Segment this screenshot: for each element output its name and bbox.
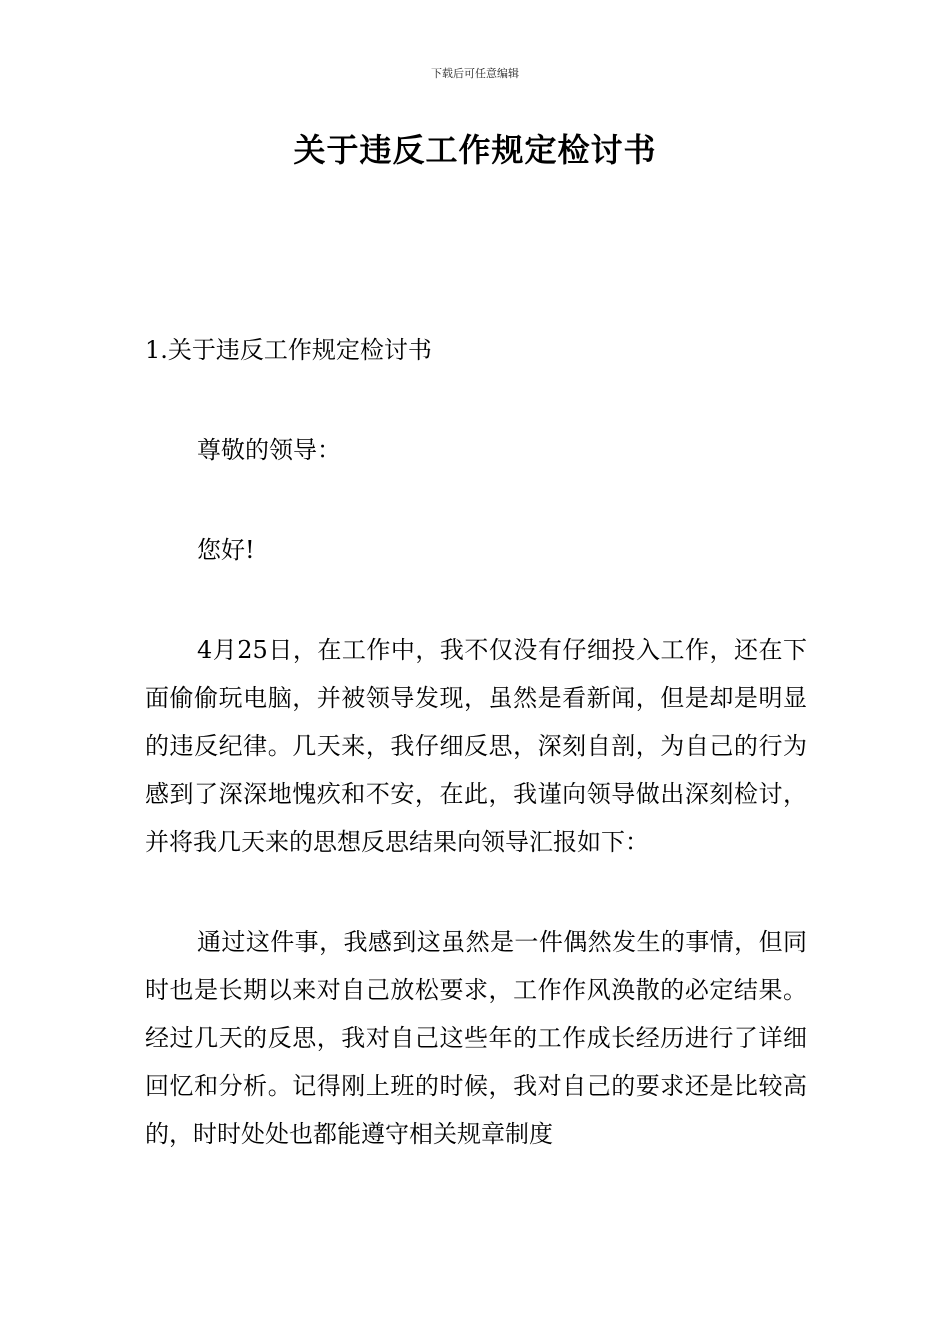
greeting: 您好! <box>197 536 255 564</box>
section-heading: 1.关于违反工作规定检讨书 <box>145 336 432 364</box>
body-paragraph-2: 通过这件事，我感到这虽然是一件偶然发生的事情，但同时也是长期以来对自己放松要求，工作作风涣散的必定结果。经过几天的反思，我对自己这些年的工作成长经历进行了详细回忆和分析。记得刚上班的时候，我对自己的要求还是比较高的，时时处处也都能遵守相关规章制度 <box>145 928 807 1148</box>
header-note: 下载后可任意编辑 <box>431 67 519 80</box>
body-paragraph-1: 4月25日，在工作中，我不仅没有仔细投入工作，还在下面偷偷玩电脑，并被领导发现，虽然是看新闻，但是却是明显的违反纪律。几天来，我仔细反思，深刻自剖，为自己的行为感到了深深地愧疚和不安，在此，我谨向领导做出深刻检讨，并将我几天来的思想反思结果向领导汇报如下： <box>145 636 807 856</box>
document-body <box>145 326 807 1158</box>
document-title: 关于违反工作规定检讨书 <box>293 131 657 169</box>
salutation: 尊敬的领导： <box>197 436 341 464</box>
